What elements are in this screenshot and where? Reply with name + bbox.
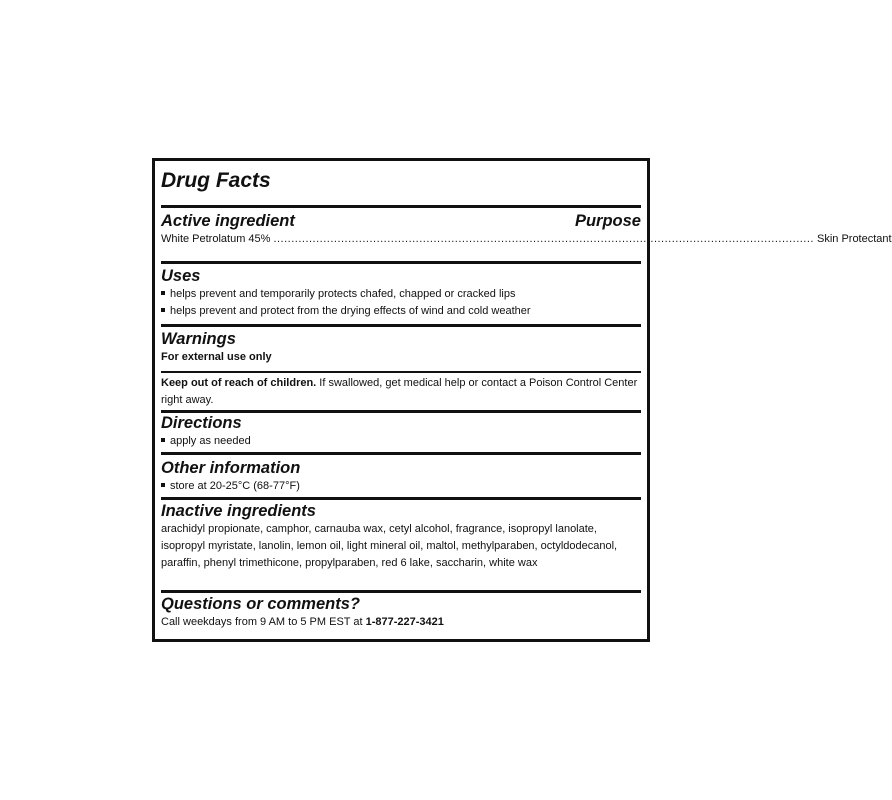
uses-item xyxy=(161,303,641,320)
active-ingredient-row xyxy=(161,231,892,248)
questions-phone-number: 1-877-227-3421 xyxy=(365,616,444,628)
directions-heading: Directions xyxy=(161,414,242,432)
inactive-ingredients-text: arachidyl propionate, camphor, carnauba wax, cetyl alcohol, fragrance, isopropyl lanolate, isopropyl myristate, lanolin, lemon oil, light mineral oil, maltol, methylparaben, octyldodecanol, paraffin, phenyl trimethicone, propylparaben, red 6 lake, saccharin, white wax xyxy=(161,523,618,569)
title-divider xyxy=(161,205,641,208)
questions-section xyxy=(161,594,641,631)
inactive-ingredients-section xyxy=(161,501,641,572)
uses-heading: Uses xyxy=(161,267,201,285)
warnings-inner-divider xyxy=(161,371,641,373)
purpose-heading: Purpose xyxy=(574,212,641,230)
uses-item-text: helps prevent and temporarily protects chafed, chapped or cracked lips xyxy=(170,288,516,300)
other-information-item xyxy=(161,478,641,495)
directions-item-text: apply as needed xyxy=(170,435,251,447)
active-ingredient-heading: Active ingredient xyxy=(161,212,295,230)
keep-out-rest: If swallowed, get medical help or contact a Poison Control Center right away. xyxy=(161,377,638,406)
bullet-icon xyxy=(161,308,165,312)
uses-item xyxy=(161,286,641,303)
drug-facts-title: Drug Facts xyxy=(161,169,271,192)
warnings-section xyxy=(161,329,641,366)
active-ingredient-purpose: Skin Protectant xyxy=(816,233,892,245)
bullet-icon xyxy=(161,438,165,442)
directions-section xyxy=(161,413,641,450)
drug-facts-panel xyxy=(152,158,892,642)
inactive-ingredients-divider xyxy=(161,590,641,593)
active-ingredient-name: White Petrolatum 45% xyxy=(161,233,271,245)
directions-item xyxy=(161,433,641,450)
other-information-item-text: store at 20-25°C (68-77°F) xyxy=(170,480,300,492)
directions-divider xyxy=(161,452,641,455)
active-ingredient-section xyxy=(161,211,892,248)
drug-facts-title-section xyxy=(161,168,641,194)
uses-divider xyxy=(161,324,641,327)
active-divider xyxy=(161,261,641,264)
uses-section xyxy=(161,266,641,320)
other-information-divider xyxy=(161,497,641,500)
questions-text xyxy=(161,614,641,631)
other-information-heading: Other information xyxy=(161,459,301,477)
leader-dots: ........................................................................................................................................................ xyxy=(273,233,814,245)
bullet-icon xyxy=(161,483,165,487)
bullet-icon xyxy=(161,291,165,295)
other-information-section xyxy=(161,458,641,495)
warnings-external-use: For external use only xyxy=(161,351,272,363)
inactive-ingredients-heading: Inactive ingredients xyxy=(161,502,316,520)
questions-heading: Questions or comments? xyxy=(161,595,360,613)
keep-out-text xyxy=(161,375,641,409)
keep-out-bold: Keep out of reach of children. xyxy=(161,377,317,389)
keep-out-section xyxy=(161,375,641,409)
uses-item-text: helps prevent and protect from the drying effects of wind and cold weather xyxy=(170,305,531,317)
warnings-heading: Warnings xyxy=(161,330,236,348)
questions-call-text: Call weekdays from 9 AM to 5 PM EST at xyxy=(161,616,366,628)
